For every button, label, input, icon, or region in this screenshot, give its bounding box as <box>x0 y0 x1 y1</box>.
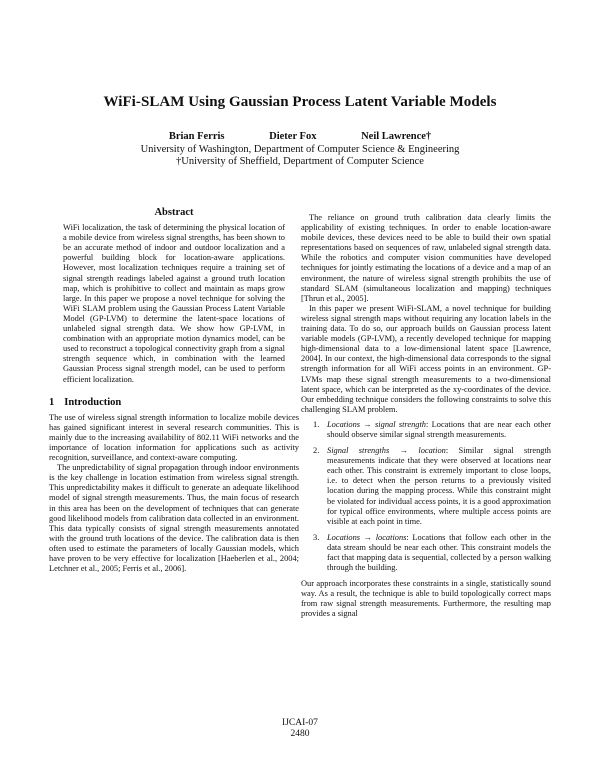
list-item-text: : Locations that are near each other should observe similar signal strength measurements. <box>327 419 552 439</box>
author-name: Dieter Fox <box>269 131 317 142</box>
left-column <box>49 208 299 574</box>
abstract-text: WiFi localization, the task of determining the physical location of a mobile device from wireless signal strengths, has been shown to be an accurate method of indoor and outdoor localization and a powerful building block for location-aware applications. However, most localization techniques require a training set of signal strength readings labeled against a ground truth location map, which is prohibitive to collect and maintain as maps grow large. In this paper we propose a novel technique for solving the WiFi SLAM problem using the Gaussian Process Latent Variable Model (GP-LVM) to determine the latent-space locations of unlabeled signal strength data. We show how GP-LVM, in combination with an appropriate motion dynamics model, can be used to reconstruct a topological connectivity graph from a signal strength sequence which, in combination with the learned Gaussian Process signal strength model, can be used to perform efficient localization. <box>63 223 285 384</box>
section-title: Introduction <box>64 396 122 408</box>
list-item-text: : Similar signal strength measurements indicate that they were observed at locations near each other. This constraint is extremely important to close loops, i.e. to detect when the person returns to a previously visited location during the mapping process. While this constraint might be violated for individual access points, it is a good approximation for typical office environments, where multiple access points are visible at each point in time. <box>327 446 551 526</box>
paper-title: WiFi-SLAM Using Gaussian Process Latent Variable Models <box>103 94 497 110</box>
abstract-heading: Abstract <box>154 207 194 218</box>
affiliation-primary: University of Washington, Department of Computer Science & Engineering <box>140 143 460 155</box>
page-footer <box>0 718 600 739</box>
affiliation-secondary: †University of Sheffield, Department of Computer Science <box>176 156 424 167</box>
author-name: Brian Ferris <box>168 131 225 142</box>
list-item <box>301 446 551 527</box>
list-number: 1. <box>313 419 320 429</box>
page-number: 2480 <box>290 728 310 739</box>
list-item <box>301 420 551 440</box>
list-item-lead: Locations → signal strength <box>327 419 426 429</box>
section-heading-introduction <box>49 398 299 408</box>
constraint-list <box>301 420 551 573</box>
list-number: 3. <box>313 532 320 542</box>
author-names <box>0 131 600 144</box>
list-item-text: : Locations that follow each other in the data stream should be near each other. This constraint models the fact that mapping data is sequential, collected by a person walking through the building. <box>327 532 552 573</box>
paragraph: Our approach incorporates these constraints in a single, statistically sound way. As a result, the technique is able to build topologically correct maps from raw signal strength measurements. Furthermore, the resulting map provides a signal <box>301 579 551 619</box>
paragraph: The reliance on ground truth calibration data clearly limits the applicability of existing techniques. In order to enable location-aware mobile devices, these devices need to be able to build their own spatial representations based on sequences of raw, unlabeled signal strength data. While the robotics and computer vision communities have developed techniques for jointly estimating the locations of a device and a map of an environment, the nature of wireless signal strength prohibits the use of standard SLAM (simultaneous localization and mapping) techniques [Thrun et al., 2005]. <box>301 213 551 303</box>
section-number: 1 <box>49 396 55 408</box>
author-name: Neil Lawrence† <box>361 131 432 142</box>
list-item <box>301 533 551 573</box>
venue-label: IJCAI-07 <box>282 718 318 728</box>
paragraph: The unpredictability of signal propagation through indoor environments is the key challenge in location estimation from wireless signal strength. This unpredictability makes it difficult to generate an adequate likelihood model of signal strength measurements. Thus, the main focus of research in this area has been on the development of techniques that can generate good likelihood models from calibration data collected in an environment. This data typically consists of signal strength measurements annotated with the ground truth locations of the device. The calibration data is then often used to estimate the parameters of locally Gaussian models, which have proven to be very effective for localization [Haeberlen et al., 2004; Letchner et al., 2005; Ferris et al., 2006]. <box>49 463 299 574</box>
author-block <box>0 131 600 169</box>
list-item-lead: Signal strengths → location <box>327 446 446 456</box>
list-number: 2. <box>313 446 320 456</box>
paragraph: The use of wireless signal strength information to localize mobile devices has gained significant interest in several research communities. This is mainly due to the increasing availability of 802.11 WiFi networks and the importance of location information for applications such as activity recognition, surveillance, and context-aware computing. <box>49 412 299 463</box>
abstract-body <box>49 223 299 385</box>
list-item-lead: Locations → locations <box>327 532 407 542</box>
paragraph: In this paper we present WiFi-SLAM, a novel technique for building wireless signal strength maps without requiring any location labels in the training data. To do so, our approach builds on Gaussian process latent variable models (GP-LVM), a recently developed technique for mapping high-dimensional data to a low-dimensional latent space [Lawrence, 2004]. In our context, the high-dimensional data corresponds to the signal strength information for all WiFi access points in an environment. GP-LVMs map these signal strength measurements to a two-dimensional latent space, which can be interpreted as the xy-coordinates of the device. Our embedding technique considers the following constraints to solve this challenging SLAM problem. <box>301 303 551 414</box>
right-column <box>301 213 551 620</box>
